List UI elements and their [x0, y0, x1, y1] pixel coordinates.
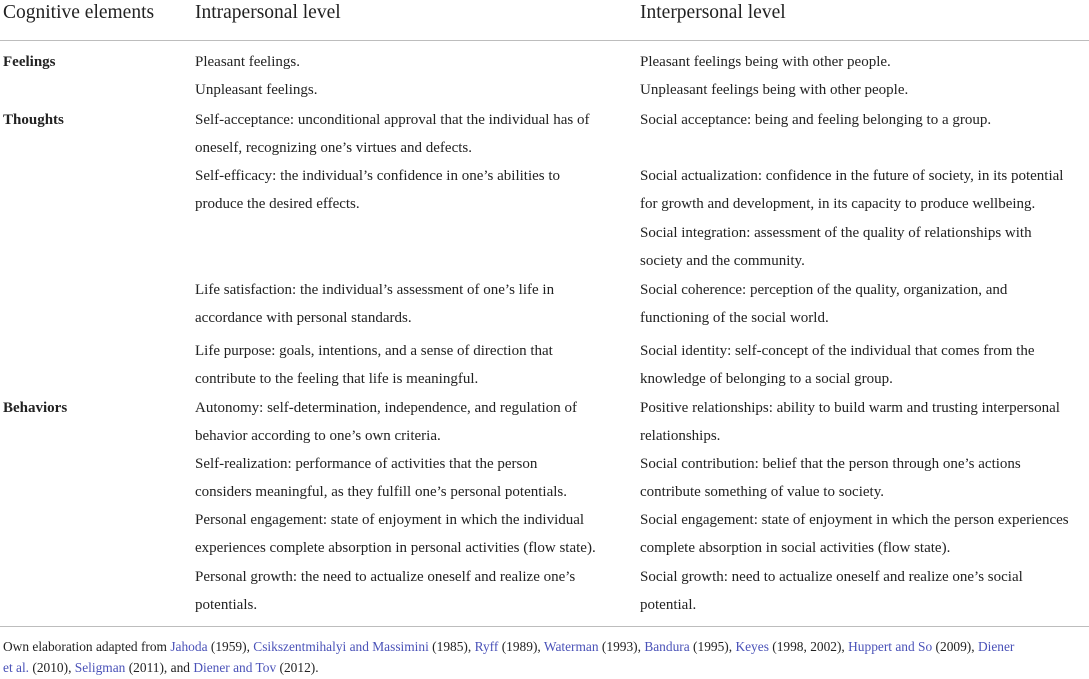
- table-cell-text: Social actualization: confidence in the future of society, in its potential: [640, 168, 1064, 184]
- footnote-text: (1995),: [689, 639, 736, 654]
- table-cell-text: behavior according to one’s own criteria.: [195, 428, 441, 445]
- behaviors-inter-cell-2: [640, 450, 1086, 507]
- table-cell-text: Social coherence: perception of the quality, organization, and: [640, 282, 1008, 298]
- citation-link[interactable]: Keyes: [735, 639, 769, 654]
- table-bottom-rule: [0, 626, 1089, 627]
- thoughts-intra-cell-1: [195, 106, 635, 163]
- table-cell-text: Pleasant feelings being with other people.: [640, 54, 891, 70]
- behaviors-intra-cell-3: [195, 506, 635, 563]
- citation-link[interactable]: Ryff: [474, 639, 499, 654]
- feelings-inter-cell: [640, 48, 1086, 105]
- table-cell-text: for growth and development, in its capacity to produce wellbeing.: [640, 196, 1036, 213]
- row-label-behaviors: Behaviors: [3, 400, 68, 416]
- thoughts-inter-cell-5: [640, 337, 1086, 394]
- table-cell-text: Positive relationships: ability to build warm and trusting interpersonal: [640, 400, 1060, 416]
- table-cell-text: functioning of the social world.: [640, 310, 829, 327]
- table-cell-text: Pleasant feelings.: [195, 54, 300, 70]
- behaviors-inter-cell-1: [640, 394, 1086, 451]
- footnote-text: (2011), and: [125, 660, 194, 675]
- footnote-text: (2010),: [29, 660, 75, 675]
- thoughts-intra-cell-3: [195, 276, 635, 333]
- table-cell-text: produce the desired effects.: [195, 196, 360, 213]
- footnote-text: (1959),: [207, 639, 254, 654]
- citation-link[interactable]: Diener and Tov: [193, 660, 277, 675]
- table-cell-text: Social integration: assessment of the quality of relationships with: [640, 225, 1032, 241]
- row-label-feelings: Feelings: [3, 54, 56, 70]
- table-cell-text: Social engagement: state of enjoyment in which the person experiences: [640, 512, 1069, 528]
- table-cell-text: Autonomy: self-determination, independence, and regulation of: [195, 400, 577, 416]
- footnote-text: Own elaboration adapted from: [3, 639, 171, 654]
- behaviors-intra-cell-4: [195, 563, 635, 620]
- table-cell-text: oneself, recognizing one’s virtues and defects.: [195, 140, 472, 157]
- table-cell-text: accordance with personal standards.: [195, 310, 412, 327]
- table-cell-text: considers meaningful, as they fulfill one’s personal potentials.: [195, 484, 567, 501]
- footnote-text: (1998, 2002),: [768, 639, 849, 654]
- table-cell-text: Social acceptance: being and feeling belonging to a group.: [640, 112, 992, 128]
- thoughts-inter-cell-1: [640, 106, 1086, 134]
- table-cell-text: society and the community.: [640, 253, 805, 270]
- footnote-text: (1985),: [428, 639, 475, 654]
- footnote-line: [3, 636, 1087, 657]
- feelings-intra-cell: [195, 48, 635, 105]
- table-cell-text: Self-efficacy: the individual’s confidence in one’s abilities to: [195, 168, 561, 184]
- table-cell-text: experiences complete absorption in personal activities (flow state).: [195, 540, 596, 557]
- table-cell-text: Self-realization: performance of activities that the person: [195, 456, 538, 472]
- citation-link[interactable]: Diener: [977, 639, 1015, 654]
- footnote-line: [3, 657, 1087, 678]
- footnote-text: (1989),: [498, 639, 544, 654]
- footnote-text: (1993),: [598, 639, 645, 654]
- footnote-text: (2012).: [276, 660, 319, 675]
- table-cell-text: Social contribution: belief that the person through one’s actions: [640, 456, 1021, 472]
- citation-link[interactable]: Huppert and So: [848, 639, 933, 654]
- citation-link[interactable]: Bandura: [644, 639, 690, 654]
- table-cell-text: potentials.: [195, 597, 258, 614]
- table-cell-text: Social identity: self-concept of the individual that comes from the: [640, 343, 1035, 359]
- row-label-thoughts: Thoughts: [3, 112, 64, 128]
- table-cell-text: relationships.: [640, 428, 721, 445]
- thoughts-inter-cell-2: [640, 162, 1086, 219]
- behaviors-inter-cell-4: [640, 563, 1086, 620]
- citation-link[interactable]: et al.: [3, 660, 30, 675]
- citation-link[interactable]: Seligman: [74, 660, 126, 675]
- table-cell-text: Life satisfaction: the individual’s assessment of one’s life in: [195, 282, 555, 298]
- table-cell-text: Self-acceptance: unconditional approval that the individual has of: [195, 112, 590, 128]
- table-cell-text: Social growth: need to actualize oneself and realize one’s social: [640, 569, 1023, 585]
- table-cell-text: Unpleasant feelings.: [195, 82, 318, 99]
- thoughts-inter-cell-4: [640, 276, 1086, 333]
- table-cell-text: Unpleasant feelings being with other people.: [640, 82, 909, 99]
- table-cell-text: Personal engagement: state of enjoyment in which the individual: [195, 512, 585, 528]
- table-header: [0, 0, 1089, 41]
- column-header-interpersonal: Interpersonal level: [640, 2, 786, 23]
- thoughts-intra-cell-2: [195, 162, 635, 219]
- table-cell-text: potential.: [640, 597, 697, 614]
- table-cell-text: knowledge of belonging to a social group.: [640, 371, 893, 388]
- citation-link[interactable]: Waterman: [543, 639, 599, 654]
- table-cell-text: contribute to the feeling that life is meaningful.: [195, 371, 479, 388]
- table-cell-text: Life purpose: goals, intentions, and a sense of direction that: [195, 343, 553, 359]
- column-header-intrapersonal: Intrapersonal level: [195, 2, 341, 23]
- thoughts-inter-cell-3: [640, 219, 1086, 276]
- table-cell-text: contribute something of value to society.: [640, 484, 884, 501]
- citation-link[interactable]: Csikszentmihalyi and Massimini: [253, 639, 429, 654]
- table-footnote: [3, 636, 1087, 678]
- thoughts-intra-cell-4: [195, 337, 635, 394]
- behaviors-inter-cell-3: [640, 506, 1086, 563]
- column-header-cognitive-elements: Cognitive elements: [3, 2, 155, 23]
- behaviors-intra-cell-1: [195, 394, 635, 451]
- footnote-text: (2009),: [932, 639, 978, 654]
- table-cell-text: complete absorption in social activities (flow state).: [640, 540, 951, 557]
- behaviors-intra-cell-2: [195, 450, 635, 507]
- citation-link[interactable]: Jahoda: [170, 639, 208, 654]
- table-cell-text: Personal growth: the need to actualize oneself and realize one’s: [195, 569, 576, 585]
